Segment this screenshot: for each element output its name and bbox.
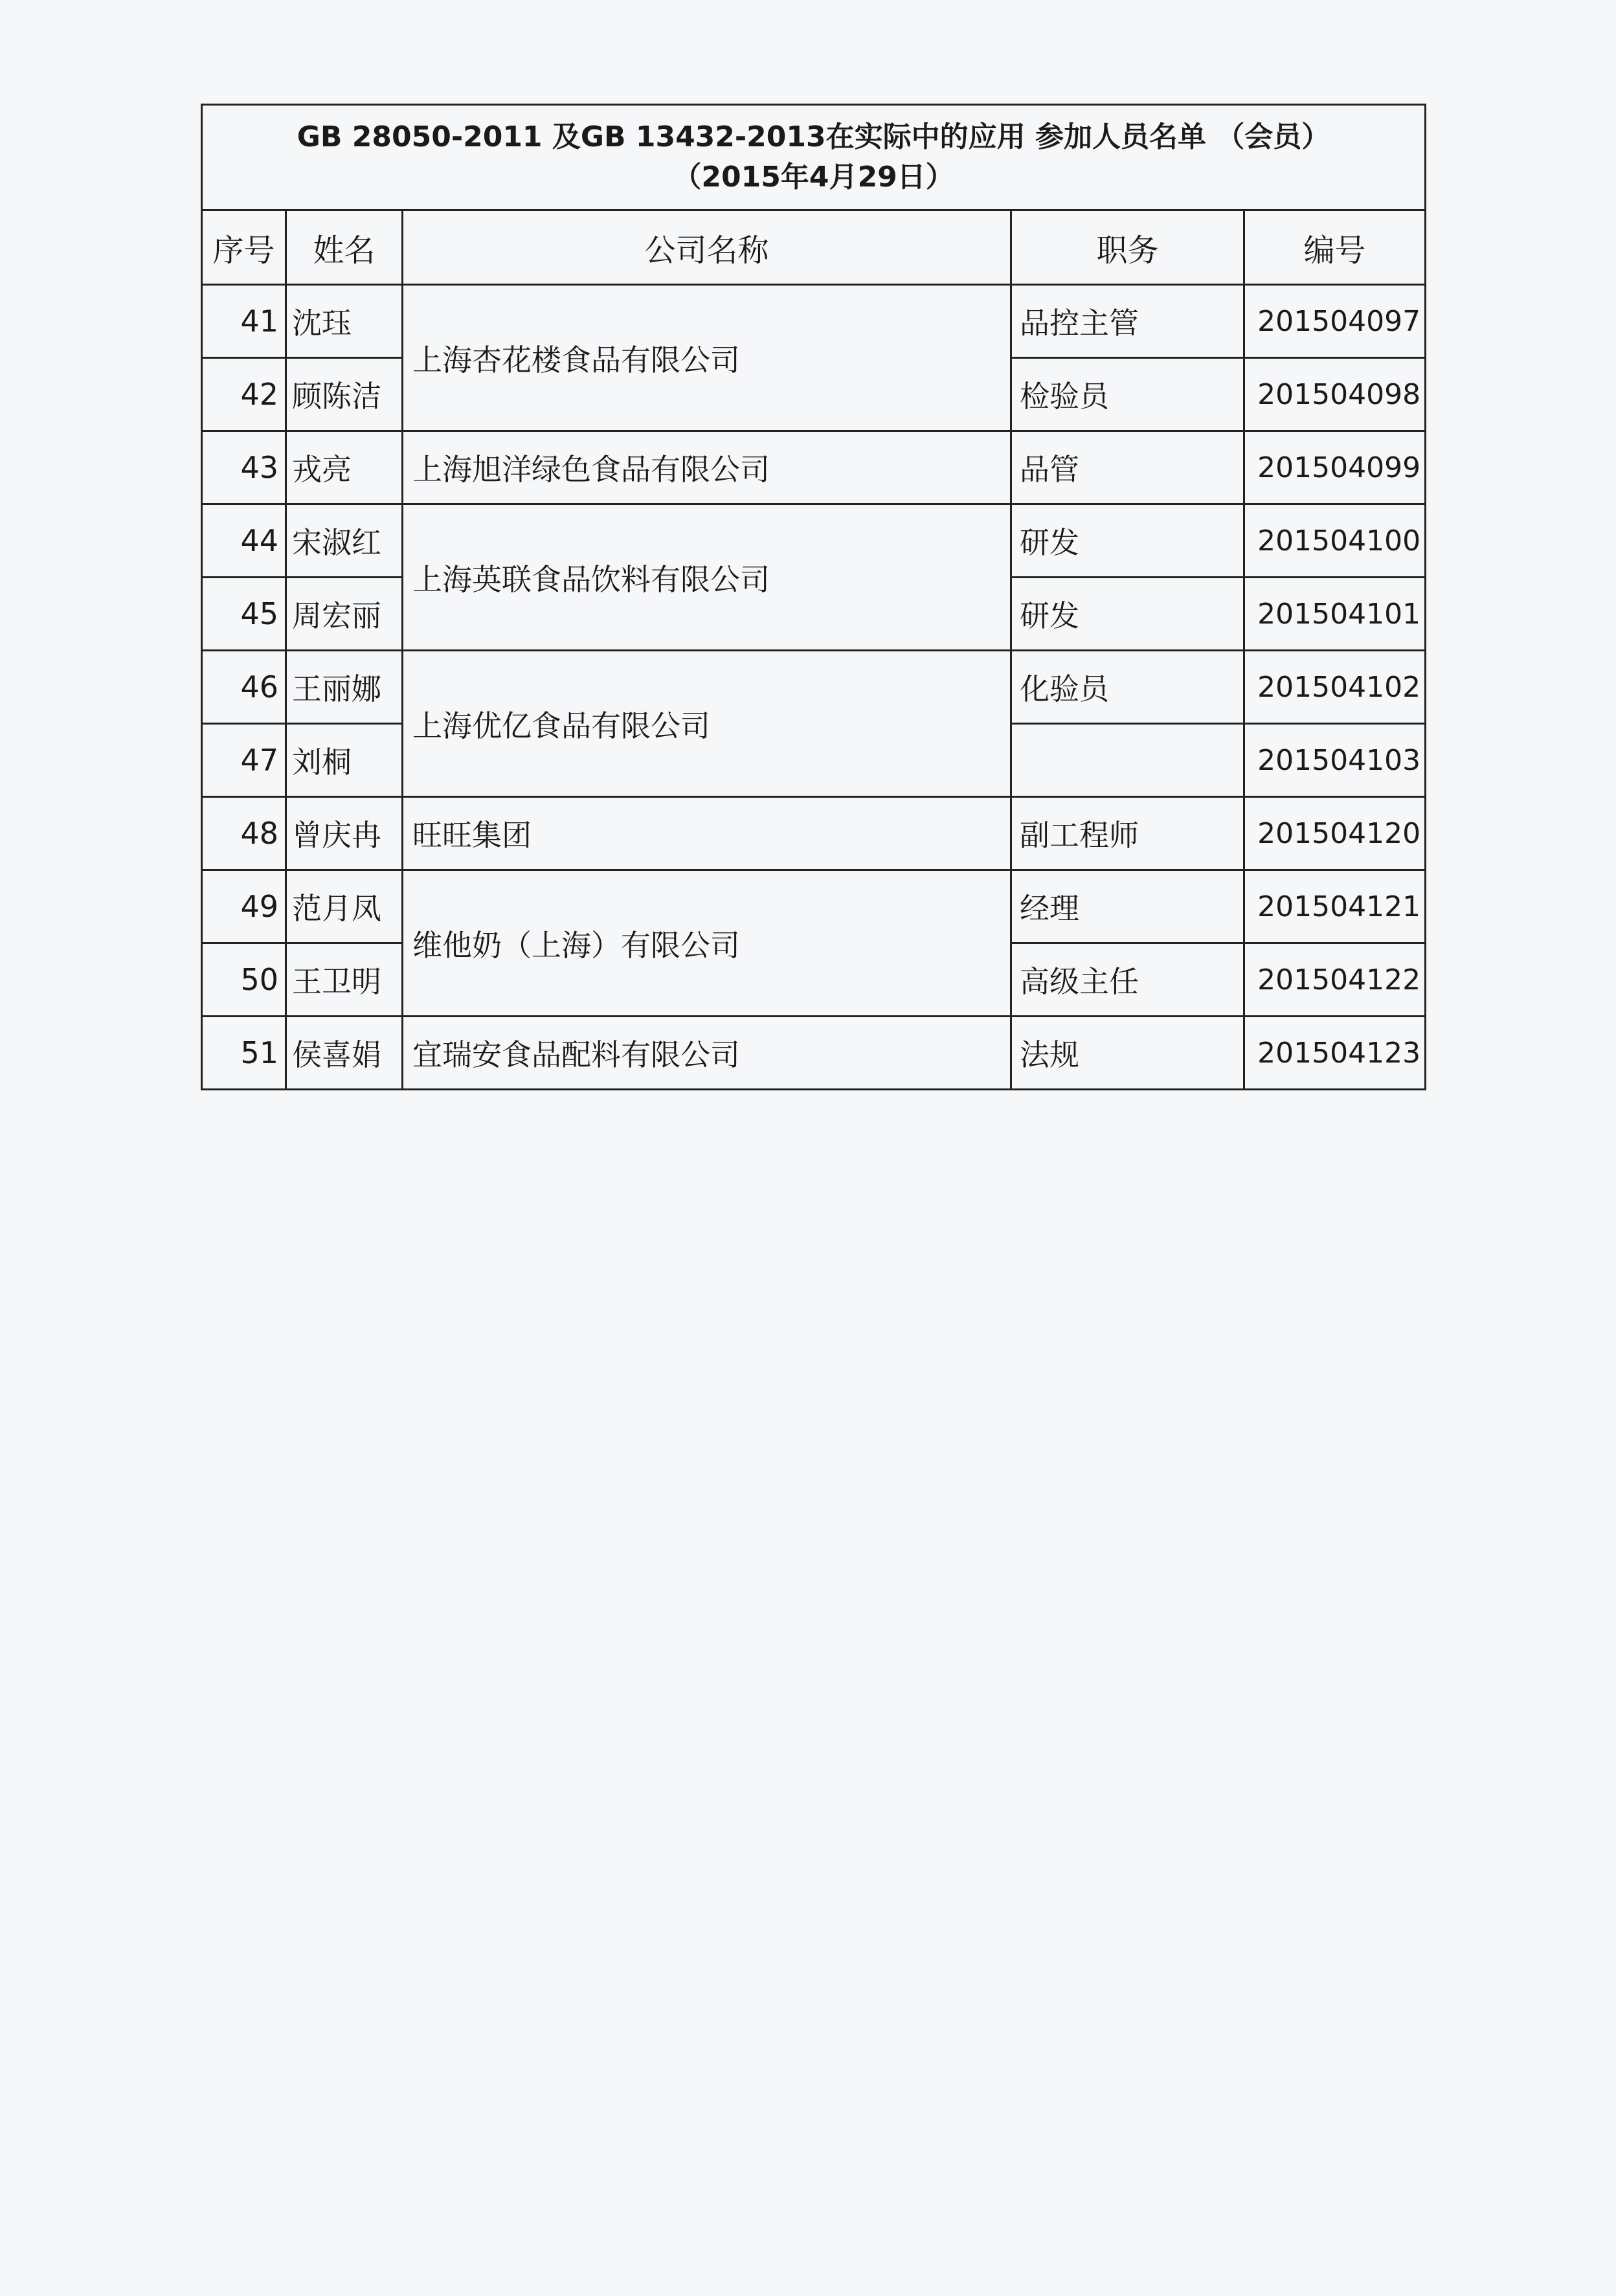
id-cell: 201504122 xyxy=(1244,943,1426,1017)
company-cell: 上海杏花楼食品有限公司 xyxy=(403,285,1011,431)
seq-cell: 49 xyxy=(202,870,286,943)
company-cell: 旺旺集团 xyxy=(403,797,1011,870)
position-cell: 检验员 xyxy=(1011,358,1244,431)
seq-cell: 50 xyxy=(202,943,286,1017)
table-title xyxy=(202,105,1426,210)
position-cell: 研发 xyxy=(1011,504,1244,578)
header-row xyxy=(202,210,1426,285)
name-cell: 沈珏 xyxy=(286,285,403,358)
company-cell: 维他奶（上海）有限公司 xyxy=(403,870,1011,1017)
name-cell: 顾陈洁 xyxy=(286,358,403,431)
table-row xyxy=(202,431,1426,504)
name-cell: 范月凤 xyxy=(286,870,403,943)
id-cell: 201504100 xyxy=(1244,504,1426,578)
name-cell: 曾庆冉 xyxy=(286,797,403,870)
header-name: 姓名 xyxy=(286,210,403,285)
name-cell: 刘桐 xyxy=(286,724,403,797)
id-cell: 201504103 xyxy=(1244,724,1426,797)
seq-cell: 44 xyxy=(202,504,286,578)
title-line-1: GB 28050-2011 及GB 13432-2013在实际中的应用 参加人员名单 （会员） xyxy=(297,120,1330,153)
table-row xyxy=(202,285,1426,358)
seq-cell: 45 xyxy=(202,578,286,651)
position-cell: 品管 xyxy=(1011,431,1244,504)
seq-cell: 46 xyxy=(202,651,286,724)
table-row xyxy=(202,651,1426,724)
name-cell: 周宏丽 xyxy=(286,578,403,651)
seq-cell: 43 xyxy=(202,431,286,504)
table-row xyxy=(202,870,1426,943)
company-cell: 上海旭洋绿色食品有限公司 xyxy=(403,431,1011,504)
header-company: 公司名称 xyxy=(403,210,1011,285)
seq-cell: 47 xyxy=(202,724,286,797)
id-cell: 201504097 xyxy=(1244,285,1426,358)
position-cell xyxy=(1011,724,1244,797)
title-line-2: （2015年4月29日） xyxy=(673,161,954,194)
header-seq: 序号 xyxy=(202,210,286,285)
table-row xyxy=(202,504,1426,578)
id-cell: 201504121 xyxy=(1244,870,1426,943)
name-cell: 戎亮 xyxy=(286,431,403,504)
id-cell: 201504102 xyxy=(1244,651,1426,724)
company-cell: 宜瑞安食品配料有限公司 xyxy=(403,1017,1011,1090)
seq-cell: 42 xyxy=(202,358,286,431)
name-cell: 王卫明 xyxy=(286,943,403,1017)
id-cell: 201504120 xyxy=(1244,797,1426,870)
attendee-table xyxy=(201,104,1426,1090)
position-cell: 法规 xyxy=(1011,1017,1244,1090)
position-cell: 副工程师 xyxy=(1011,797,1244,870)
seq-cell: 41 xyxy=(202,285,286,358)
header-position: 职务 xyxy=(1011,210,1244,285)
position-cell: 化验员 xyxy=(1011,651,1244,724)
id-cell: 201504123 xyxy=(1244,1017,1426,1090)
position-cell: 经理 xyxy=(1011,870,1244,943)
name-cell: 王丽娜 xyxy=(286,651,403,724)
seq-cell: 48 xyxy=(202,797,286,870)
id-cell: 201504099 xyxy=(1244,431,1426,504)
table-title-row xyxy=(202,105,1426,210)
position-cell: 研发 xyxy=(1011,578,1244,651)
name-cell: 侯喜娟 xyxy=(286,1017,403,1090)
position-cell: 品控主管 xyxy=(1011,285,1244,358)
table-row xyxy=(202,1017,1426,1090)
id-cell: 201504098 xyxy=(1244,358,1426,431)
position-cell: 高级主任 xyxy=(1011,943,1244,1017)
company-cell: 上海英联食品饮料有限公司 xyxy=(403,504,1011,651)
table-row xyxy=(202,797,1426,870)
name-cell: 宋淑红 xyxy=(286,504,403,578)
company-cell: 上海优亿食品有限公司 xyxy=(403,651,1011,797)
seq-cell: 51 xyxy=(202,1017,286,1090)
id-cell: 201504101 xyxy=(1244,578,1426,651)
header-id: 编号 xyxy=(1244,210,1426,285)
